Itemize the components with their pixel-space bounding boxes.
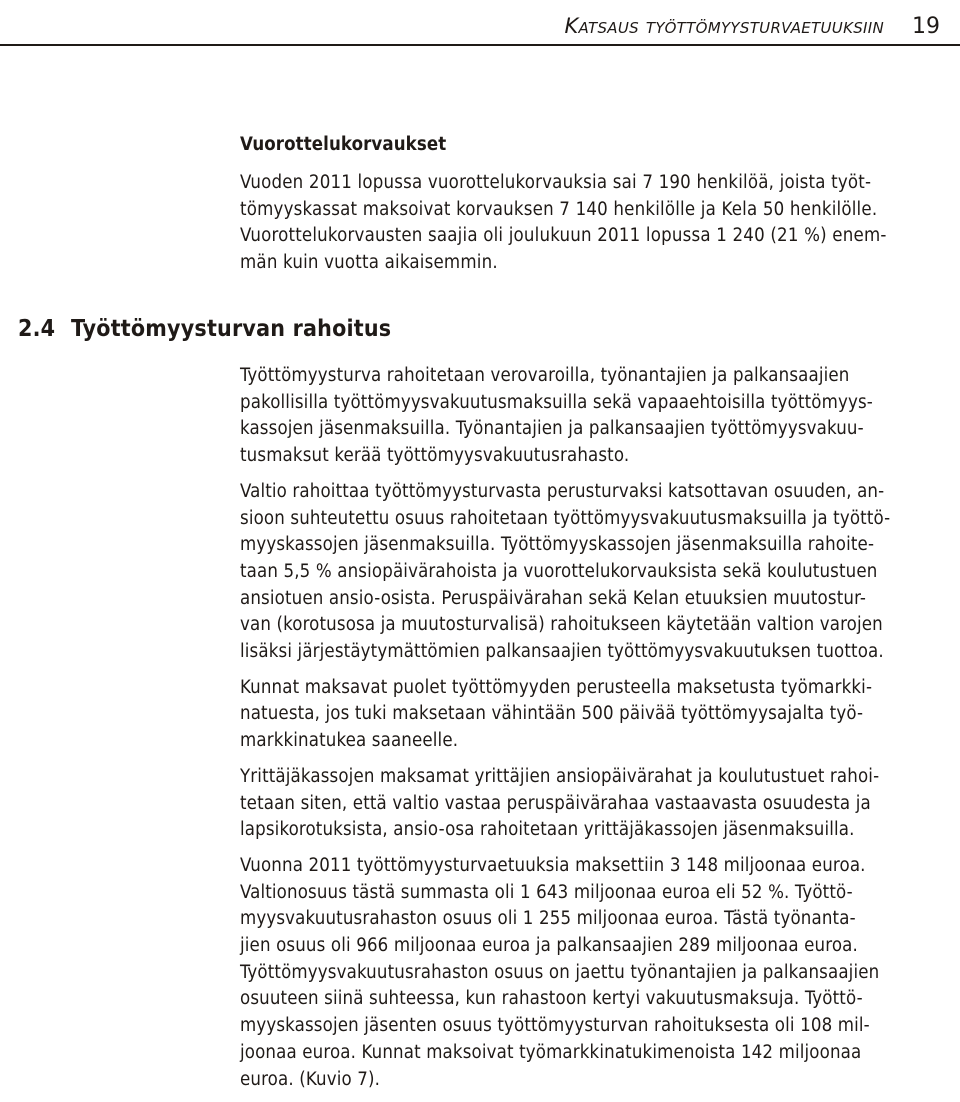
- text-line: markkinatukea saaneelle.: [240, 730, 459, 752]
- text-line: euroa. (Kuvio 7).: [240, 1068, 381, 1090]
- text-line: lisäksi järjestäytymättömien palkansaajien työttömyysvakuutuksen tuottoa.: [240, 641, 884, 663]
- text-line: kassojen jäsenmaksuilla. Työnantajien ja palkansaajien työttömyysvakuu-: [240, 418, 864, 440]
- paragraph: [240, 675, 940, 755]
- text-line: natuesta, jos tuki maksetaan vähintään 500 päivää työttömyysajalta työ-: [240, 703, 864, 725]
- paragraph: [240, 363, 940, 470]
- text-line: Työttömyysvakuutusrahaston osuus on jaettu työnantajien ja palkansaajien: [240, 961, 880, 983]
- subsection-title: Vuorottelukorvaukset: [240, 134, 447, 155]
- text-line: Valtio rahoittaa työttömyysturvasta perusturvaksi katsottavan osuuden, an-: [240, 480, 885, 502]
- text-line: ansiotuen ansio-osista. Peruspäivärahan sekä Kelan etuuksien muutostur-: [240, 587, 867, 609]
- text-line: jien osuus oli 966 miljoonaa euroa ja palkansaajien 289 miljoonaa euroa.: [240, 935, 858, 957]
- text-line: män kuin vuotta aikaisemmin.: [240, 251, 498, 273]
- text-line: Yrittäjäkassojen maksamat yrittäjien ansiopäivärahat ja koulutustuet rahoi-: [240, 765, 880, 787]
- text-line: tusmaksut kerää työttömyysvakuutusrahasto.: [240, 445, 630, 467]
- text-line: pakollisilla työttömyysvakuutusmaksuilla sekä vapaaehtoisilla työttömyys-: [240, 391, 873, 413]
- section-title: Työttömyysturvan rahoitus: [71, 316, 392, 342]
- section-number: 2.4: [18, 316, 56, 342]
- text-line: Vuorottelukorvausten saajia oli joulukuun 2011 lopussa 1 240 (21 %) enem-: [240, 225, 887, 246]
- text-line: Kunnat maksavat puolet työttömyyden perusteella maksetusta työmarkki-: [240, 676, 873, 698]
- text-line: sioon suhteutettu osuus rahoitetaan työttömyysvakuutusmaksuilla ja työttö-: [240, 507, 891, 529]
- text-line: myyskassojen jäsenmaksuilla. Työttömyyskassojen jäsenmaksuilla rahoite-: [240, 534, 875, 556]
- text-line: Valtionosuus tästä summasta oli 1 643 miljoonaa euroa eli 52 %. Työttö-: [240, 881, 853, 903]
- text-line: lapsikorotuksista, ansio-osa rahoitetaan yrittäjäkassojen jäsenmaksuilla.: [240, 819, 855, 841]
- text-line: tetaan siten, että valtio vastaa peruspäivärahaa vastaavasta osuudesta ja: [240, 792, 871, 814]
- running-head: [0, 8, 940, 44]
- text-line: van (korotusosa ja muutosturvalisä) rahoitukseen käytetään valtion varojen: [240, 614, 883, 636]
- paragraph: [240, 764, 940, 844]
- section-heading: [18, 314, 918, 344]
- subsection-paragraph: [240, 170, 940, 276]
- text-line: osuuteen siinä suhteessa, kun rahastoon kertyi vakuutusmaksuja. Työttö-: [240, 988, 863, 1010]
- text-line: Vuonna 2011 työttömyysturvaetuuksia maksettiin 3 148 miljoonaa euroa.: [240, 854, 866, 876]
- text-line: taan 5,5 % ansiopäivärahoista ja vuorottelukorvauksista sekä koulutustuen: [240, 560, 878, 582]
- paragraph: [240, 853, 940, 1093]
- text-line: tömyyskassat maksoivat korvauksen 7 140 henkilölle ja Kela 50 henkilölle.: [240, 198, 878, 220]
- text-line: myyskassojen jäsenten osuus työttömyysturvan rahoituksesta oli 108 mil-: [240, 1015, 870, 1037]
- paragraph: [240, 479, 940, 666]
- text-line: Vuoden 2011 lopussa vuorottelukorvauksia sai 7 190 henkilöä, joista työt-: [240, 172, 872, 193]
- section-body: [240, 363, 940, 1102]
- page-number: 19: [912, 13, 940, 39]
- header-rule: [0, 44, 960, 46]
- text-line: Työttömyysturva rahoitetaan verovaroilla, työnantajien ja palkansaajien: [240, 365, 850, 386]
- running-head-title: Katsaus työttömyysturvaetuuksiin: [564, 14, 884, 38]
- text-line: joonaa euroa. Kunnat maksoivat työmarkkinatukimenoista 142 miljoonaa: [240, 1041, 862, 1063]
- text-line: myysvakuutusrahaston osuus oli 1 255 miljoonaa euroa. Tästä työnanta-: [240, 908, 856, 930]
